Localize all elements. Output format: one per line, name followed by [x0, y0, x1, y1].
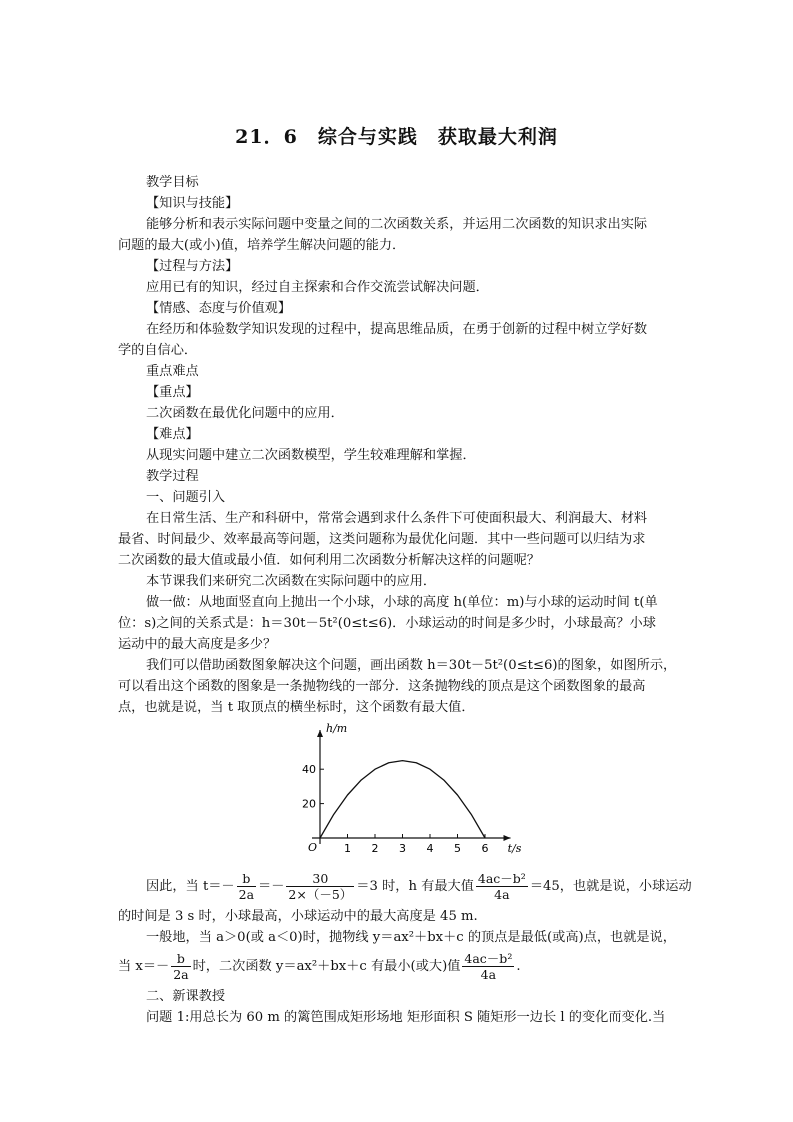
- chart-marks: [320, 761, 485, 839]
- parabola-chart-svg: [294, 720, 522, 864]
- y-axis-label: h/m: [326, 722, 348, 735]
- x-axis-arrow-icon: [504, 835, 511, 841]
- knowledge-text-line-1: 能够分析和表示实际问题中变量之间的二次函数关系，并运用二次函数的知识求出实际: [146, 217, 648, 232]
- fraction-numerator: b: [237, 871, 256, 887]
- document-body: [118, 172, 692, 1028]
- difficult-label: 【难点】: [146, 427, 199, 442]
- fraction-numerator: 30: [286, 871, 354, 887]
- general-text-b: 时，二次函数 y＝ax²＋bx＋c 有最小(或大)值: [192, 959, 461, 974]
- difficult-text: 从现实问题中建立二次函数模型，学生较难理解和掌握．: [146, 448, 476, 463]
- equals-minus: ＝－: [258, 879, 285, 894]
- teaching-process-heading: 教学过程: [146, 469, 199, 484]
- fraction-numerator: 4ac－b²: [477, 871, 526, 886]
- knowledge-skills-label: 【知识与技能】: [146, 196, 239, 211]
- knowledge-text-line-2: 问题的最大(或小)值，培养学生解决问题的能力．: [118, 238, 406, 253]
- try-text-line-1: 做一做：从地面竖直向上抛出一个小球，小球的高度 h(单位：m)与小球的运动时间 t(单: [146, 595, 658, 610]
- general-text-c: .: [516, 959, 521, 974]
- fraction-denominator: 2×（－5）: [288, 887, 353, 902]
- fraction-max-value: [476, 871, 528, 902]
- emotion-text-line-1: 在经历和体验数学知识发现的过程中，提高思维品质，在勇于创新的过程中树立学好数: [146, 322, 648, 337]
- graph-text-line-2: 可以看出这个函数的图象是一条抛物线的一部分．这条抛物线的顶点是这个函数图象的最高: [118, 679, 646, 694]
- x-axis-label: t/s: [507, 842, 522, 855]
- therefore-formula-line: [118, 868, 692, 906]
- x-tick-label: 5: [454, 842, 461, 855]
- result-text: 的时间是 3 s 时，小球最高，小球运动中的最大高度是 45 m.: [118, 909, 478, 924]
- y-axis-arrow-icon: [317, 730, 323, 737]
- process-methods-label: 【过程与方法】: [146, 259, 239, 274]
- fraction-denominator: 2a: [173, 967, 189, 982]
- try-text-line-2: 位：s)之间的关系式是：h＝30t－5t²(0≤t≤6)．小球运动的时间是多少时，小球最高？小球: [118, 616, 656, 631]
- fraction-numerator: b: [171, 951, 190, 967]
- graph-text-line-3: 点，也就是说，当 t 取顶点的横坐标时，这个函数有最大值．: [118, 700, 475, 715]
- new-lesson-heading: 二、新课教授: [146, 989, 226, 1004]
- therefore-text-b: ＝3 时，h 有最大值: [356, 879, 474, 894]
- x-tick-label: 6: [481, 842, 489, 855]
- graph-text-line-1: 我们可以借助函数图象解决这个问题，画出函数 h＝30t－5t²(0≤t≤6)的图象，如图所示，: [146, 658, 677, 673]
- key-point-label: 【重点】: [146, 385, 199, 400]
- process-text: 应用已有的知识，经过自主探索和合作交流尝试解决问题．: [146, 280, 489, 295]
- page-title: 21．6 综合与实践 获取最大利润: [235, 126, 558, 148]
- problem-1-text: 问题 1:用总长为 60 m 的篱笆围成矩形场地 矩形面积 S 随矩形一边长 l 的变化而变化.当: [146, 1010, 666, 1025]
- parabola-chart: [118, 720, 680, 864]
- general-text-line-1: 一般地，当 a＞0(或 a＜0)时，抛物线 y＝ax²＋bx＋c 的顶点是最低(或高)点，也就是说，: [146, 930, 676, 945]
- origin-label: O: [307, 841, 317, 854]
- chart-axes: [302, 722, 522, 855]
- fraction-30-over-denominator: [286, 871, 354, 902]
- fraction-extreme-value: [462, 951, 514, 982]
- fraction-denominator: 2a: [238, 887, 255, 902]
- x-tick-label: 3: [399, 842, 406, 855]
- intro-text-line-2: 最省、时间最少、效率最高等问题，这类问题称为最优化问题．其中一些问题可以归结为求: [118, 532, 646, 547]
- fraction-b-over-2a-general: [171, 951, 190, 982]
- intro-text-line-4: 本节课我们来研究二次函数在实际问题中的应用．: [146, 574, 437, 589]
- fraction-numerator: 4ac－b²: [464, 951, 513, 966]
- x-tick-label: 1: [344, 842, 351, 855]
- emotion-text-line-2: 学的自信心．: [118, 343, 198, 358]
- intro-text-line-3: 二次函数的最大值或最小值．如何利用二次函数分析解决这样的问题呢？: [118, 553, 540, 568]
- therefore-text-a: 因此，当 t＝－: [146, 879, 235, 894]
- therefore-text-c: ＝45，也就是说，小球运动: [529, 879, 692, 894]
- emotion-values-label: 【情感、态度与价值观】: [146, 301, 292, 316]
- intro-text-line-1: 在日常生活、生产和科研中，常常会遇到求什么条件下可使面积最大、利润最大、材料: [146, 511, 648, 526]
- fraction-denominator: 4a: [480, 967, 497, 982]
- teaching-goals-heading: 教学目标: [146, 175, 199, 190]
- y-tick-label: 20: [302, 797, 316, 811]
- key-point-text: 二次函数在最优化问题中的应用．: [146, 406, 344, 421]
- x-tick-label: 2: [371, 842, 379, 855]
- intro-heading: 一、问题引入: [146, 490, 226, 505]
- try-text-line-3: 运动中的最大高度是多少？: [118, 637, 277, 652]
- fraction-denominator: 4a: [494, 887, 510, 902]
- key-difficult-heading: 重点难点: [146, 364, 199, 379]
- y-tick-label: 40: [302, 763, 316, 777]
- general-text-a: 当 x＝－: [118, 959, 170, 974]
- fraction-b-over-2a: [237, 871, 256, 902]
- general-formula-line: [118, 948, 680, 986]
- parabola-series-line: [320, 761, 485, 838]
- x-tick-label: 4: [426, 842, 434, 855]
